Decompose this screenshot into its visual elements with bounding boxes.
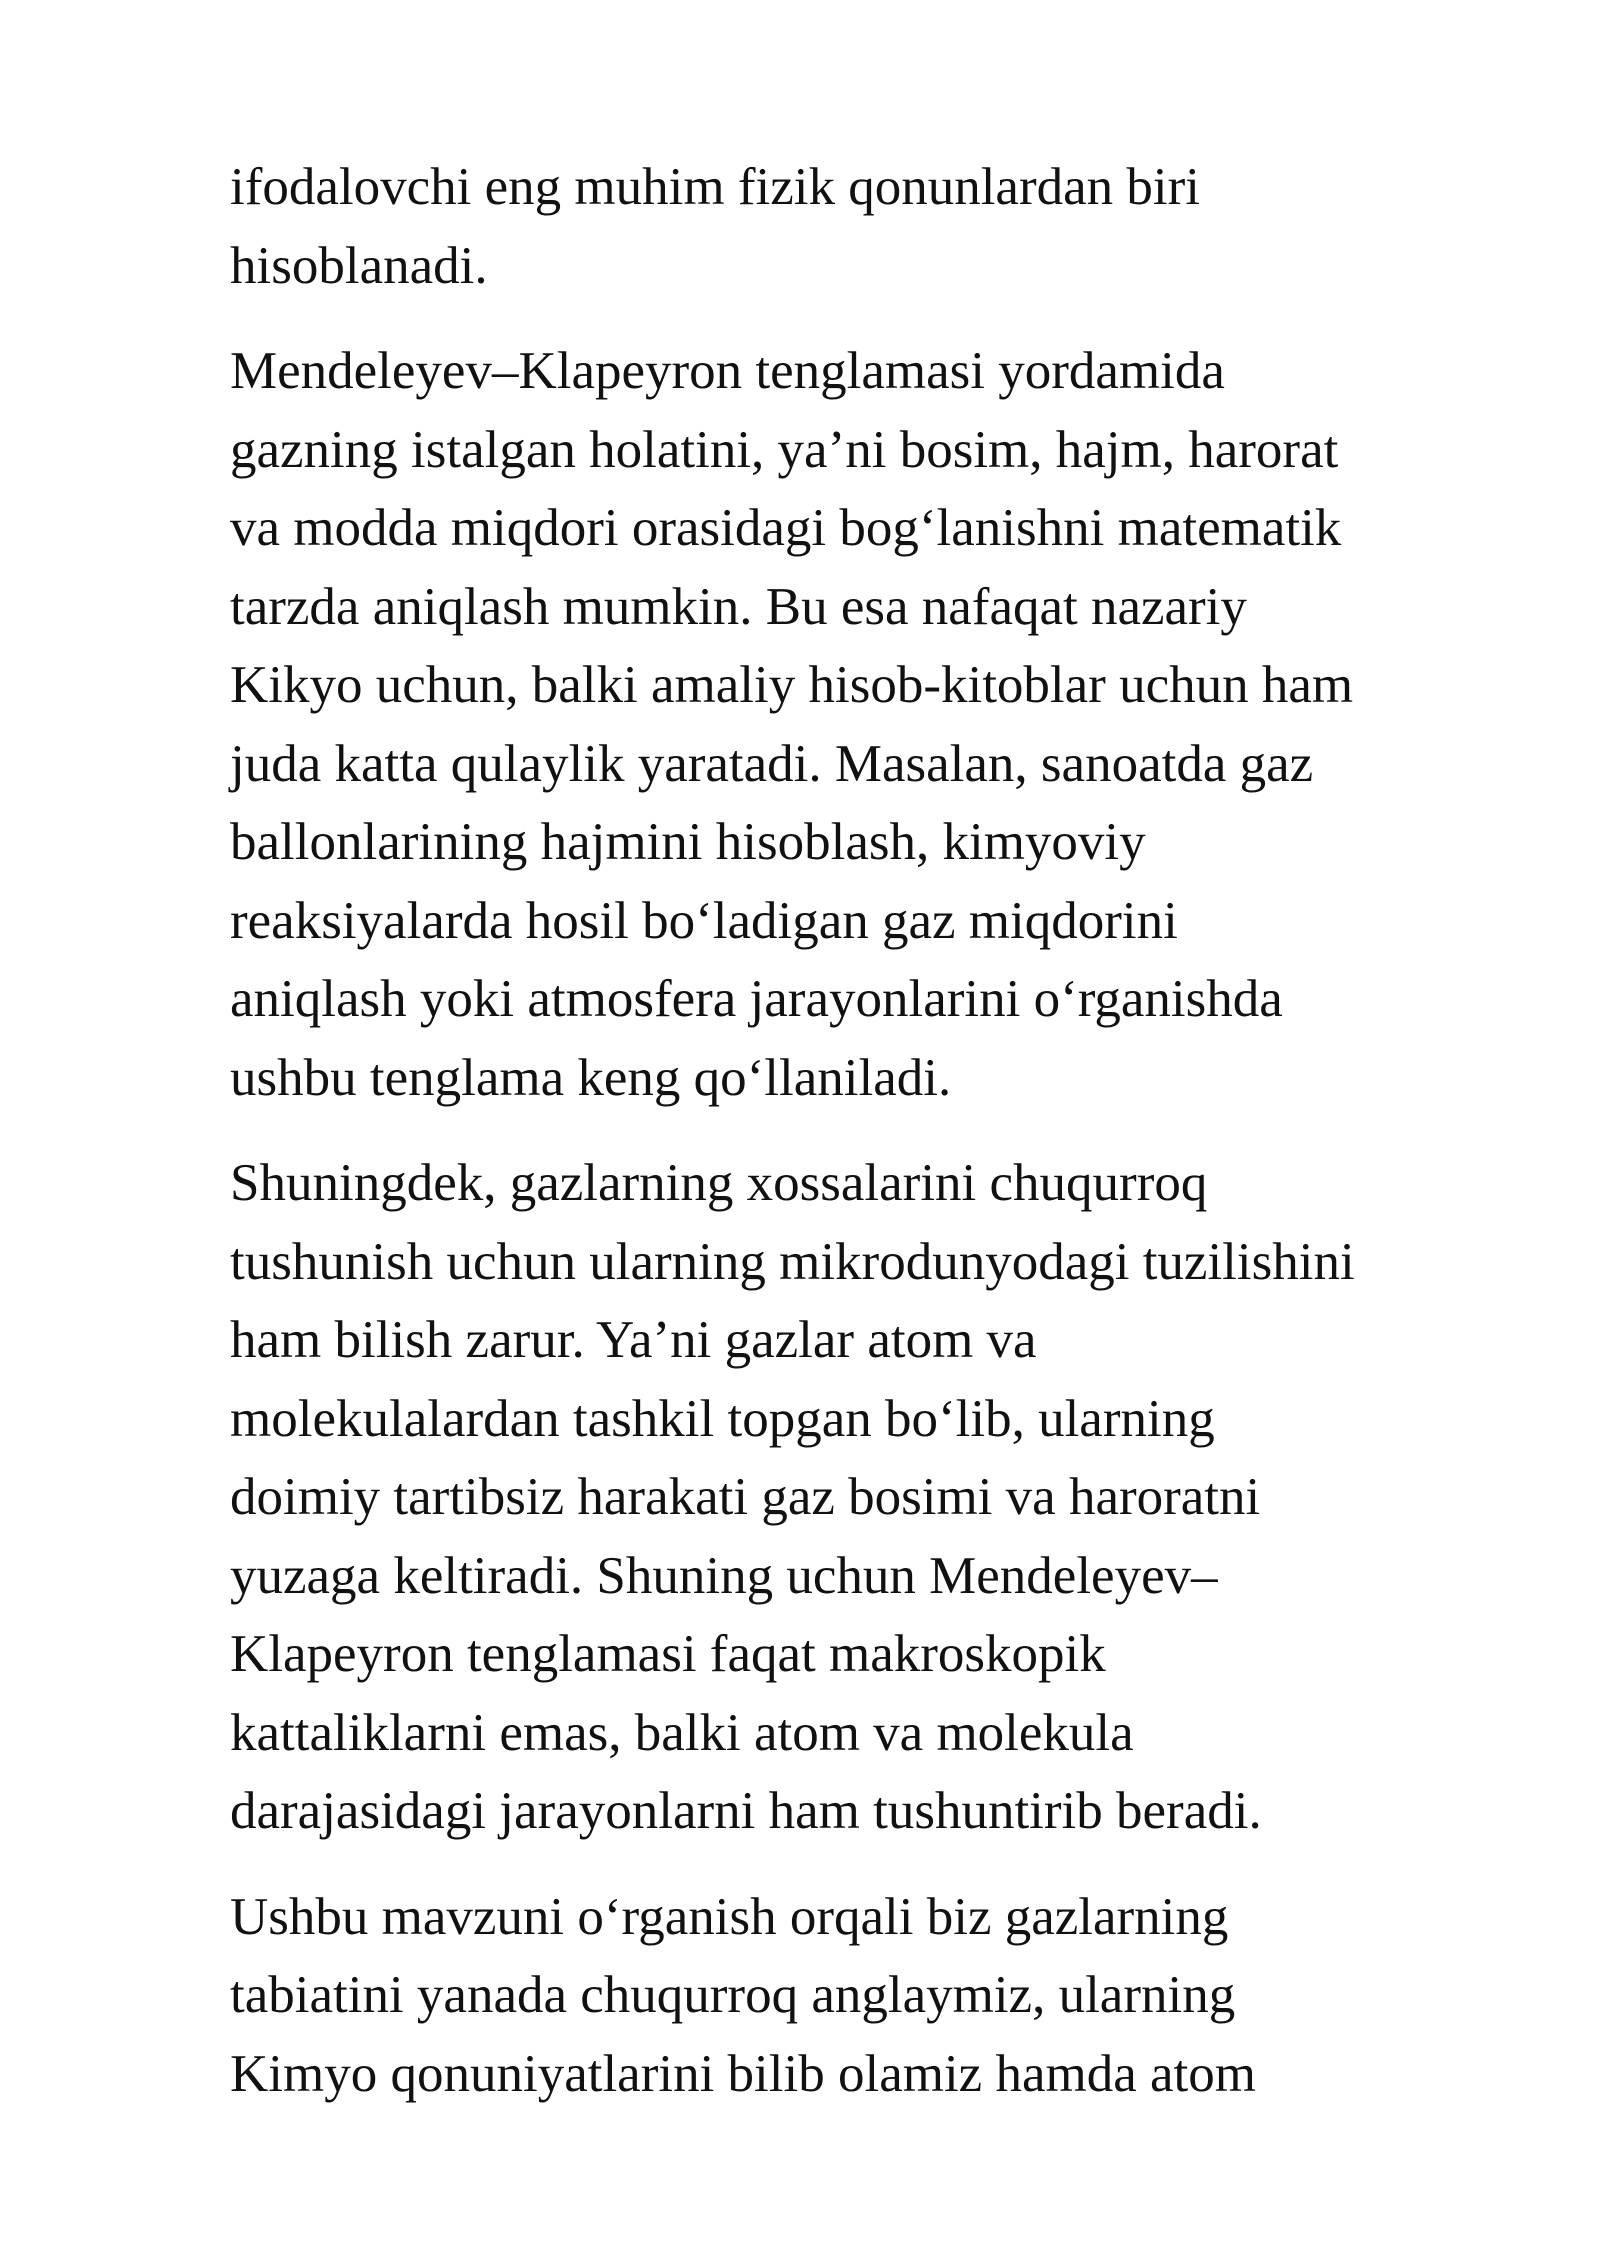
- text-line: Mendeleyev–Klapeyron tenglamasi yordamida: [230, 342, 1225, 400]
- text-line: tarzda aniqlash mumkin. Bu esa nafaqat nazariy: [230, 577, 1247, 636]
- text-line: ham bilish zarur. Ya’ni gazlar atom va: [230, 1311, 1037, 1369]
- text-line: reaksiyalarda hosil bo‘ladigan gaz miqdorini: [230, 891, 1178, 950]
- text-line: juda katta qulaylik yaratadi. Masalan, sanoatda gaz: [230, 734, 1314, 793]
- text-line: Kimyo qonuniyatlarini bilib olamiz hamda atom: [230, 2044, 1256, 2103]
- text-line: ballonlarining hajmini hisoblash, kimyoviy: [230, 813, 1146, 871]
- text-line: doimiy tartibsiz harakati gaz bosimi va haroratni: [230, 1468, 1261, 1526]
- text-line: ifodalovchi eng muhim fizik qonunlardan biri: [230, 158, 1200, 216]
- text-line: Shuningdek, gazlarning xossalarini chuqurroq: [230, 1154, 1208, 1212]
- text-line: va modda miqdori orasidagi bog‘lanishni matematik: [230, 499, 1342, 557]
- text-line: kattaliklarni emas, balki atom va molekula: [230, 1703, 1134, 1762]
- text-line: Kikyo uchun, balki amaliy hisob-kitoblar uchun ham: [230, 656, 1354, 714]
- paragraph-1: [230, 148, 1510, 305]
- text-line: ushbu tenglama keng qo‘llaniladi.: [230, 1048, 952, 1107]
- text-line: Klapeyron tenglamasi faqat makroskopik: [230, 1625, 1106, 1683]
- text-line: aniqlash yoki atmosfera jarayonlarini o‘rganishda: [230, 970, 1283, 1028]
- text-line: tushunish uchun ularning mikrodunyodagi tuzilishini: [230, 1232, 1355, 1291]
- paragraph-3: [230, 1144, 1510, 1851]
- paragraph-4: [230, 1878, 1510, 2114]
- text-line: gazning istalgan holatini, ya’ni bosim, hajm, harorat: [230, 420, 1339, 479]
- text-line: darajasidagi jarayonlarni ham tushuntirib beradi.: [230, 1782, 1262, 1840]
- text-line: hisoblanadi.: [230, 236, 488, 295]
- text-line: tabiatini yanada chuqurroq anglaymiz, ularning: [230, 1966, 1236, 2024]
- text-line: yuzaga keltiradi. Shuning uchun Mendeleyev–: [230, 1546, 1218, 1605]
- text-line: Ushbu mavzuni o‘rganish orqali biz gazlarning: [230, 1887, 1229, 1946]
- paragraph-2: [230, 332, 1510, 1117]
- text-line: molekulalardan tashkil topgan bo‘lib, ularning: [230, 1389, 1215, 1448]
- document-body: [230, 148, 1510, 2140]
